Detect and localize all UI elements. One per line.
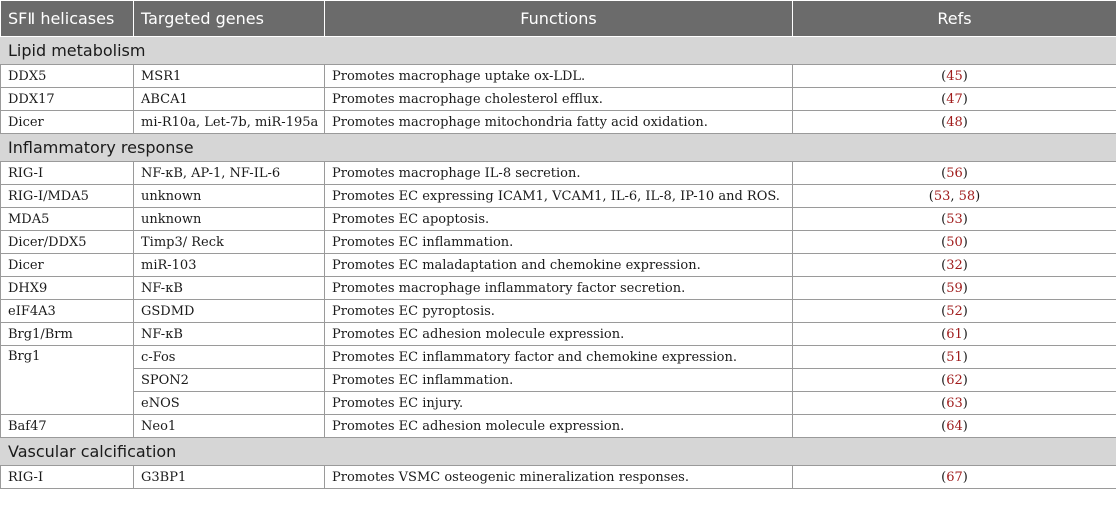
function-cell: Promotes macrophage uptake ox-LDL. [325,65,793,88]
refs-cell: (32) [793,254,1116,277]
table-row [1,323,1116,346]
genes-cell: miR-103 [134,254,325,277]
genes-cell: c-Fos [134,346,325,369]
refs-cell: (63) [793,392,1116,415]
helicase-cell: DDX5 [1,65,134,88]
table-row [1,185,1116,208]
table-row [1,65,1116,88]
helicase-cell: Brg1/Brm [1,323,134,346]
table-row [1,466,1116,489]
function-cell: Promotes EC inflammation. [325,231,793,254]
function-cell: Promotes EC injury. [325,392,793,415]
refs-cell: (50) [793,231,1116,254]
table-row [1,346,1116,369]
header-functions: Functions [325,1,793,37]
function-cell: Promotes macrophage mitochondria fatty acid oxidation. [325,111,793,134]
function-cell: Promotes macrophage cholesterol efflux. [325,88,793,111]
function-cell: Promotes EC apoptosis. [325,208,793,231]
function-cell: Promotes EC inflammatory factor and chemokine expression. [325,346,793,369]
section-title: Vascular calcification [1,438,1116,466]
function-cell: Promotes EC inflammation. [325,369,793,392]
ref-link[interactable]: 47 [946,91,963,107]
function-cell: Promotes EC adhesion molecule expression. [325,323,793,346]
genes-cell: NF-κB, AP-1, NF-IL-6 [134,162,325,185]
section-title: Lipid metabolism [1,37,1116,65]
genes-cell: GSDMD [134,300,325,323]
helicase-cell: RIG-I [1,162,134,185]
ref-link[interactable]: 50 [946,234,963,250]
section-row [1,37,1116,65]
function-cell: Promotes macrophage inflammatory factor secretion. [325,277,793,300]
refs-cell: (61) [793,323,1116,346]
table-row [1,162,1116,185]
genes-cell: NF-κB [134,323,325,346]
function-cell: Promotes VSMC osteogenic mineralization responses. [325,466,793,489]
function-cell: Promotes EC adhesion molecule expression. [325,415,793,438]
ref-link[interactable]: 48 [946,114,963,130]
genes-cell: unknown [134,208,325,231]
table-row [1,415,1116,438]
ref-link[interactable]: 45 [946,68,963,84]
helicase-cell: RIG-I [1,466,134,489]
ref-link[interactable]: 51 [946,349,963,365]
function-cell: Promotes EC expressing ICAM1, VCAM1, IL-6, IL-8, IP-10 and ROS. [325,185,793,208]
refs-cell: (45) [793,65,1116,88]
ref-link[interactable]: 58 [958,188,976,204]
helicase-cell: DDX17 [1,88,134,111]
genes-cell: mi-R10a, Let-7b, miR-195a [134,111,325,134]
header-row [1,1,1116,37]
genes-cell: ABCA1 [134,88,325,111]
helicase-cell: Brg1 [1,346,134,415]
refs-cell: (56) [793,162,1116,185]
table-row [1,254,1116,277]
ref-link[interactable]: 59 [946,280,963,296]
refs-cell: (51) [793,346,1116,369]
refs-cell: (48) [793,111,1116,134]
genes-cell: SPON2 [134,369,325,392]
genes-cell: NF-κB [134,277,325,300]
genes-cell: unknown [134,185,325,208]
ref-link[interactable]: 67 [946,469,963,485]
refs-cell: (62) [793,369,1116,392]
ref-link[interactable]: 52 [946,303,963,319]
refs-cell: (67) [793,466,1116,489]
refs-cell: (53, 58) [793,185,1116,208]
ref-link[interactable]: 56 [946,165,963,181]
helicase-cell: RIG-I/MDA5 [1,185,134,208]
table-row [1,231,1116,254]
ref-link[interactable]: 53 [933,188,951,204]
header-helicases: SFⅡ helicases [1,1,134,37]
section-title: Inflammatory response [1,134,1116,162]
refs-cell: (53) [793,208,1116,231]
genes-cell: MSR1 [134,65,325,88]
refs-cell: (52) [793,300,1116,323]
helicase-cell: Dicer [1,254,134,277]
helicase-cell: eIF4A3 [1,300,134,323]
helicase-cell: Dicer [1,111,134,134]
genes-cell: G3BP1 [134,466,325,489]
header-refs: Refs [793,1,1116,37]
helicase-cell: Dicer/DDX5 [1,231,134,254]
function-cell: Promotes EC pyroptosis. [325,300,793,323]
ref-link[interactable]: 61 [946,326,963,342]
function-cell: Promotes macrophage IL-8 secretion. [325,162,793,185]
helicase-cell: Baf47 [1,415,134,438]
table-row [1,277,1116,300]
table-row [1,111,1116,134]
refs-cell: (59) [793,277,1116,300]
refs-cell: (47) [793,88,1116,111]
refs-cell: (64) [793,415,1116,438]
helicase-cell: MDA5 [1,208,134,231]
table-row [1,369,1116,392]
genes-cell: Timp3/ Reck [134,231,325,254]
ref-link[interactable]: 64 [946,418,963,434]
table-row [1,300,1116,323]
table-row [1,88,1116,111]
ref-link[interactable]: 62 [946,372,963,388]
ref-link[interactable]: 32 [946,257,963,273]
genes-cell: Neo1 [134,415,325,438]
genes-cell: eNOS [134,392,325,415]
table-row [1,392,1116,415]
header-targeted-genes: Targeted genes [134,1,325,37]
ref-link[interactable]: 53 [946,211,963,227]
helicase-cell: DHX9 [1,277,134,300]
section-row [1,134,1116,162]
function-cell: Promotes EC maladaptation and chemokine expression. [325,254,793,277]
section-row [1,438,1116,466]
table-row [1,208,1116,231]
ref-link[interactable]: 63 [946,395,963,411]
